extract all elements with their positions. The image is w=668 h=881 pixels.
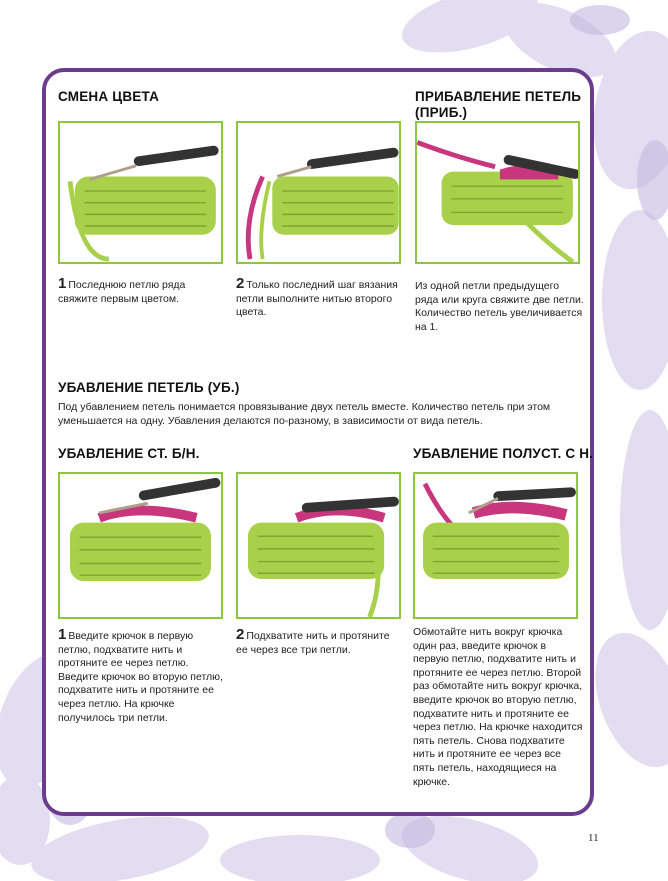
photo-color-change-step2 — [236, 121, 401, 264]
caption-color-change-step1: 1 Последнюю петлю ряда свяжите первым цветом. — [58, 275, 186, 305]
photo-decrease-sc-step1 — [58, 472, 223, 619]
page-number: 11 — [588, 832, 599, 844]
decrease-description: Под убавлением петель понимается провязывание двух петель вместе. Количество петель при этом уменьшается на одну. Убавления делаются по-разному, в зависимости от вида петель. — [58, 401, 551, 427]
section-title-color-change: СМЕНА ЦВЕТА — [58, 89, 160, 104]
caption-increase: Из одной петли предыдущего ряда или круга свяжите две петли. Количество петель увеличивается на 1. — [415, 280, 584, 333]
section-title-decrease: УБАВЛЕНИЕ ПЕТЕЛЬ (УБ.) — [58, 380, 240, 395]
caption-decrease-sc-step1: 1 Введите крючок в первую петлю, подхватите нить и протяните ее через петлю. Введите крючок во вторую петлю, подхватите нить и протяните ее через петлю. На крючке получилось три петли. — [58, 626, 223, 724]
photo-increase — [415, 121, 580, 264]
section-title-decrease-hdc: УБАВЛЕНИЕ ПОЛУСТ. С Н. — [413, 446, 594, 461]
caption-color-change-step2: 2 Только последний шаг вязания петли выполните нитью второго цвета. — [236, 275, 398, 319]
section-title-increase: ПРИБАВЛЕНИЕ ПЕТЕЛЬ (ПРИБ.) — [415, 89, 582, 120]
section-title-decrease-sc: УБАВЛЕНИЕ СТ. Б/Н. — [58, 446, 200, 461]
photo-decrease-sc-step2 — [236, 472, 401, 619]
caption-decrease-hdc: Обмотайте нить вокруг крючка один раз, введите крючок в первую петлю, подхватите нить и протяните ее через петлю. Второй раз обмотайте нить вокруг крючка, введите крючок во вторую петлю, подхватите нить и протяните ее через петлю. На крючке находится пять петель. Снова подхватите нить и протяните ее через все пять петель, находящиеся на крючке. — [413, 626, 583, 788]
caption-decrease-sc-step2: 2 Подхватите нить и протяните ее через все три петли. — [236, 626, 390, 656]
photo-color-change-step1 — [58, 121, 223, 264]
photo-decrease-hdc — [413, 472, 578, 619]
